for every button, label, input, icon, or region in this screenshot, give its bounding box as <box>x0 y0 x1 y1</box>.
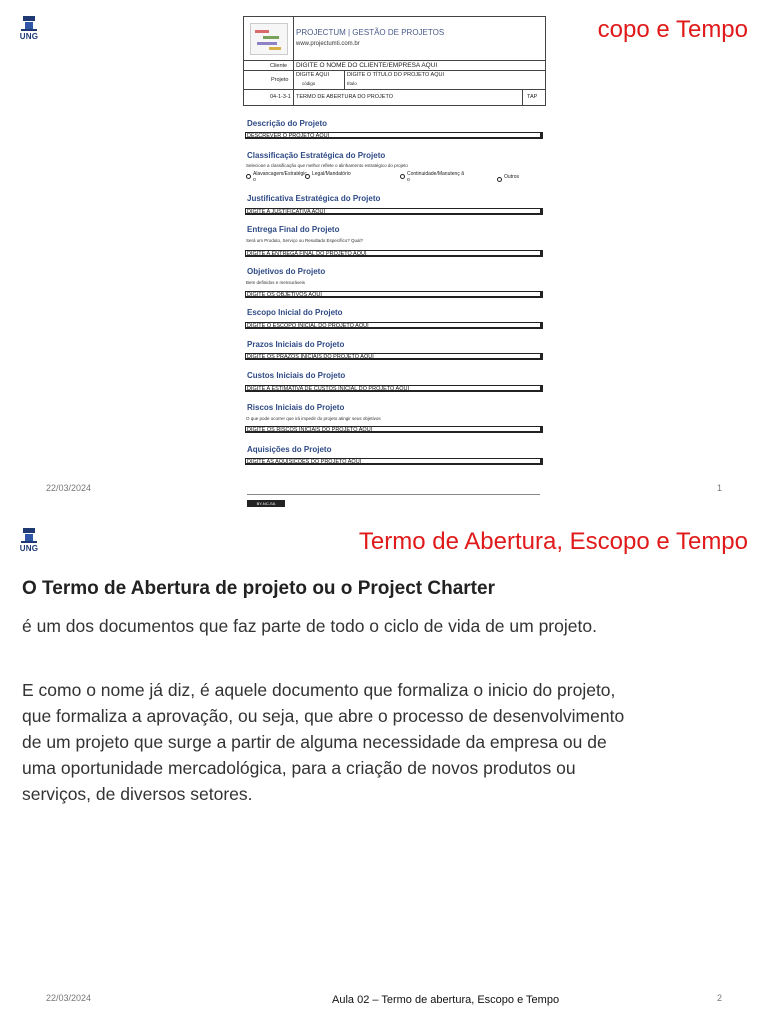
slide-title: copo e Tempo <box>597 16 748 43</box>
university-logo <box>14 14 44 44</box>
titulo-value: DIGITE O TÍTULO DO PROJETO AQUI <box>347 72 444 78</box>
logo-emblem-icon <box>14 526 44 544</box>
section-title-entrega: Entrega Final do Projeto <box>247 225 340 234</box>
paragraph-2-line: que formaliza a aprovação, ou seja, que abre o processo de desenvolvimento <box>22 706 625 726</box>
field-justificativa[interactable]: DIGITE A JUSTIFICATIVA AQUI <box>245 208 543 215</box>
field-entrega[interactable]: DIGITE A ENTREGA FINAL DO PROJETO AQUI <box>245 250 543 257</box>
field-objetivos[interactable]: DIGITE OS OBJETIVOS AQUI <box>245 291 543 298</box>
section-title-aquisicoes: Aquisições do Projeto <box>247 445 332 454</box>
radio-legal[interactable]: Legal/Mandatório <box>305 171 351 179</box>
codigo-sub: código <box>302 81 316 86</box>
field-aquisicoes[interactable]: DIGITE AS AQUISIÇÕES DO PROJETO AQUI <box>245 458 543 465</box>
field-escopo[interactable]: DIGITE O ESCOPO INICIAL DO PROJETO AQUI <box>245 322 543 329</box>
slide-2 <box>0 512 768 1024</box>
university-logo <box>14 526 44 556</box>
cliente-value: DIGITE O NOME DO CLIENTE/EMPRESA AQUI <box>296 62 438 69</box>
note-riscos: O que pode ocorrer que irá impedir do projeto atingir seus objetivos <box>246 416 381 421</box>
slide-title: Termo de Abertura, Escopo e Tempo <box>358 528 748 555</box>
radio-continuidade[interactable]: Continuidade/Manutenç ã o <box>400 171 467 183</box>
creative-commons-badge: BY-NC-SA <box>247 500 285 507</box>
projeto-label: Projeto <box>271 77 289 83</box>
logo-text: UNG <box>19 544 39 553</box>
paragraph-1-line: é um dos documentos que faz parte de todo o ciclo de vida de um projeto. <box>22 616 597 636</box>
section-title-prazos: Prazos Iniciais do Projeto <box>247 340 345 349</box>
logo-text: UNG <box>19 32 39 41</box>
project-charter-form <box>243 16 546 506</box>
form-url: www.projectumti.com.br <box>296 41 360 47</box>
paragraph-2-line: uma oportunidade mercadológica, para a criação de novos produtos ou <box>22 758 576 778</box>
page-number: 1 <box>716 483 722 493</box>
section-title-justificativa: Justificativa Estratégica do Projeto <box>247 194 381 203</box>
section-title-escopo: Escopo Inicial do Projeto <box>247 308 343 317</box>
projectum-logo-icon <box>250 23 288 55</box>
radio-alavancagem[interactable]: Alavancagem/Estratégic o <box>246 171 297 183</box>
section-title-riscos: Riscos Iniciais do Projeto <box>247 403 345 412</box>
radio-outros[interactable]: Outros <box>497 174 519 182</box>
note-entrega: Será um Produto, Serviço ou Resultado Específico? Qual? <box>246 238 364 243</box>
page-number: 2 <box>716 993 722 1003</box>
titulo-sub: título <box>347 81 357 86</box>
field-riscos[interactable]: DIGITE OS RISCOS INICIAIS DO PROJETO AQUI <box>245 426 543 433</box>
form-footer-divider <box>247 494 540 495</box>
section-title-objetivos: Objetivos do Projeto <box>247 267 326 276</box>
field-prazos[interactable]: DIGITE OS PRAZOS INICIAIS DO PROJETO AQUI <box>245 353 543 360</box>
footer-date: 22/03/2024 <box>46 483 92 493</box>
footer-date: 22/03/2024 <box>46 993 92 1003</box>
field-custos[interactable]: DIGITE A ESTIMATIVA DE CUSTOS INICIAL DO PROJETO AQUI <box>245 385 543 392</box>
paragraph-2-line: E como o nome já diz, é aquele documento que formaliza o inicio do projeto, <box>22 680 616 700</box>
paragraph-2-line: serviços, de diversos setores. <box>22 784 253 804</box>
paragraph-2-line: de um projeto que surge a partir de alguma necessidade da empresa ou de <box>22 732 607 752</box>
form-brand: PROJECTUM | GESTÃO DE PROJETOS <box>296 28 445 37</box>
doc-code: 04-1-3-1 <box>270 94 291 100</box>
field-descricao[interactable]: DESCREVER O PROJETO AQUI <box>245 132 543 139</box>
section-title-classificacao: Classificação Estratégica do Projeto <box>247 151 386 160</box>
radio-circle-icon <box>305 174 310 179</box>
paragraph-1 <box>22 613 597 639</box>
note-classificacao: Selecione a classificação que melhor reflete o alinhamento estratégico do projeto <box>246 163 408 168</box>
footer-lesson-title: Aula 02 – Termo de abertura, Escopo e Tempo <box>332 994 560 1006</box>
section-title-custos: Custos Iniciais do Projeto <box>247 371 346 380</box>
logo-emblem-icon <box>14 14 44 32</box>
radio-circle-icon <box>497 177 502 182</box>
form-header <box>243 16 546 106</box>
doc-abbr: TAP <box>527 94 538 100</box>
paragraph-2 <box>22 677 624 807</box>
radio-circle-icon <box>246 174 251 179</box>
section-title-descricao: Descrição do Projeto <box>247 119 328 128</box>
codigo-value: DIGITE AQUI <box>296 72 330 78</box>
content-heading: O Termo de Abertura de projeto ou o Project Charter <box>22 578 495 599</box>
note-objetivos: Bem definidos e mensuráveis <box>246 280 306 285</box>
cliente-label: Cliente <box>270 63 288 69</box>
doc-title: TERMO DE ABERTURA DO PROJETO <box>296 94 393 100</box>
radio-circle-icon <box>400 174 405 179</box>
